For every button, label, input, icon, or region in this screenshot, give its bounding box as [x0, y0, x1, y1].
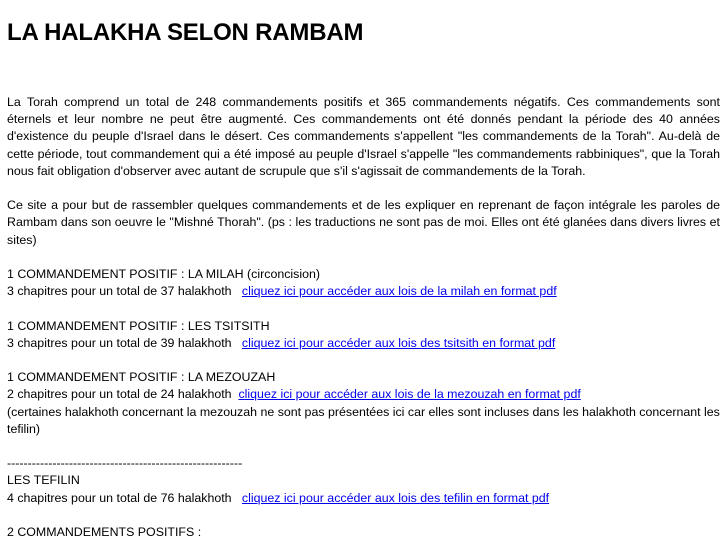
chapter-count: 3 chapitres pour un total de 37 halakhoth	[7, 284, 232, 299]
section-heading: 2 COMMANDEMENTS POSITIFS :	[7, 524, 202, 539]
section-heading: 1 COMMANDEMENT POSITIF : LA MILAH (circoncision)	[7, 267, 321, 281]
tsitsith-pdf-link[interactable]: cliquez ici pour accéder aux lois des tsitsith en format pdf	[241, 335, 556, 350]
milah-pdf-link[interactable]: cliquez ici pour accéder aux lois de la milah en format pdf	[241, 284, 557, 299]
mezouzah-note: (certaines halakhoth concernant la mezouzah ne sont pas présentées ici car elles sont incluses dans les halakhoth concernant les tefilin)	[7, 404, 720, 436]
chapter-count: 3 chapitres pour un total de 39 halakhoth	[7, 335, 232, 350]
section-milah	[7, 266, 720, 300]
tefilin-pdf-link[interactable]: cliquez ici pour accéder aux lois des tefilin en format pdf	[241, 490, 550, 505]
chapter-count: 4 chapitres pour un total de 76 halakhoth	[7, 490, 232, 505]
section-heading: 1 COMMANDEMENT POSITIF : LA MEZOUZAH	[7, 370, 276, 385]
separator-line: ---------------------------------------------------------	[7, 456, 243, 471]
mezouzah-pdf-link[interactable]: cliquez ici pour accéder aux lois de la mezouzah en format pdf	[238, 387, 581, 402]
section-tefilin	[7, 472, 720, 506]
intro-paragraph: La Torah comprend un total de 248 commandements positifs et 365 commandements négatifs. Ces commandements sont éternels et leur nombre ne peut être augmenté. Ces commandements ont été donnés pendant la période des 40 années d'existence du peuple d'Israel dans le désert. Ces commandements s'appellent "les commandements de la Torah". Au-delà de cette période, tout commandement qui a été imposé au peuple d'Israel s'appelle "les commandements rabbiniques", que la Torah nous fait obligation d'observer avec autant de scrupule que s'il s'agissait de commandements de la Torah.	[7, 95, 720, 178]
section-mezouzah	[7, 369, 720, 438]
section-tsitsith	[7, 318, 720, 352]
chapter-count: 2 chapitres pour un total de 24 halakhoth	[7, 387, 232, 402]
page-title: LA HALAKHA SELON RAMBAM	[7, 19, 364, 46]
section-heading: LES TEFILIN	[7, 473, 80, 488]
intro-section	[7, 94, 720, 249]
section-heading: 1 COMMANDEMENT POSITIF : LES TSITSITH	[7, 318, 270, 333]
intro-paragraph: Ce site a pour but de rassembler quelques commandements et de les expliquer en reprenant de façon intégrale les paroles de Rambam dans son oeuvre le "Mishné Thorah". (ps : les traductions ne sont pas de moi. Elles ont été glanées dans divers livres et sites)	[7, 198, 720, 247]
